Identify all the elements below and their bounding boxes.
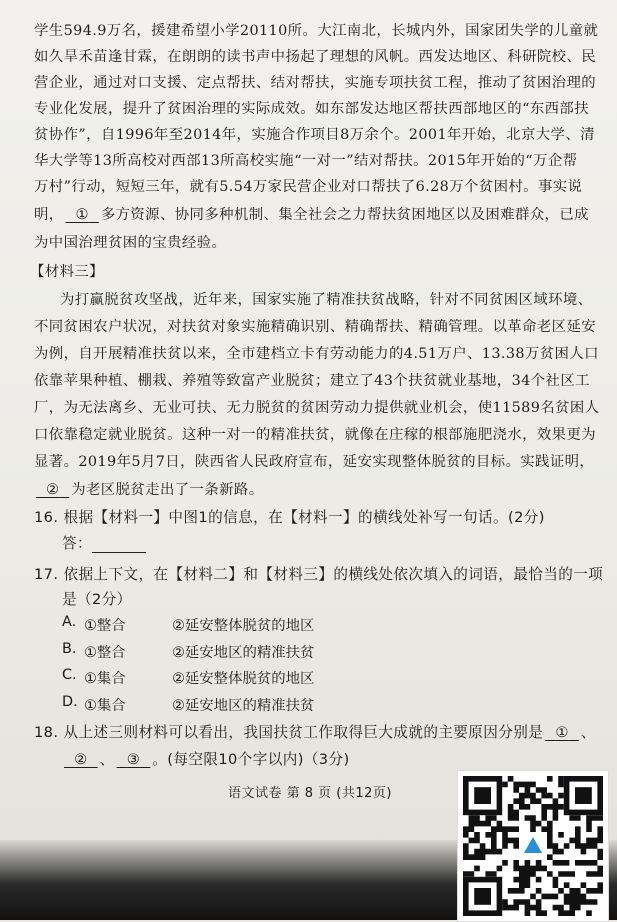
question-text: 根据【材料一】中图1的信息，在【材料一】的横线处补写一句话。(2分) <box>63 509 545 526</box>
question-number: 18. <box>34 724 59 741</box>
answer-blank <box>92 538 146 553</box>
text-fragment: 为老区脱贫走出了一条新路。 <box>71 482 264 498</box>
text-line: 口依靠稳定就业脱贫。这种一对一的精准扶贫，就像在庄稼的根部施肥浇水，效果更为 <box>34 427 597 443</box>
option-c-word1: ①集合 <box>84 671 126 687</box>
blank-q18-2: ② <box>74 751 88 768</box>
question-18-cont: ② 、 ③ 。(每空限10个字以内)（3分) <box>62 751 350 769</box>
text-fragment: 多方资源、协同多种机制、集全社会之力帮扶贫困地区以及困难群众，已成 <box>100 207 589 223</box>
answer-line <box>62 535 146 553</box>
qr-code-graphic <box>458 771 608 921</box>
qr-code-icon <box>457 770 609 922</box>
option-b-word1: ①整合 <box>84 645 126 661</box>
option-a-word2: ②延安整体脱贫的地区 <box>172 618 315 634</box>
question-text: 依据上下文，在【材料二】和【材料三】的横线处依次填入的词语，最恰当的一项 <box>63 566 604 583</box>
text-line: 为例，自开展精准扶贫以来，全市建档立卡有劳动能力的4.51万户、13.38万贫困人口 <box>34 346 599 362</box>
text-line: 显著。2019年5月7日，陕西省人民政府宣布，延安实现整体脱贫的目标。实践证明， <box>34 454 595 470</box>
material3-heading: 【材料三】 <box>30 264 104 280</box>
text-line: 为打赢脱贫攻坚战，近年来，国家实施了精准扶贫战略，针对不同贫困区域环境、 <box>60 292 593 308</box>
question-text: 从上述三则材料可以看出，我国扶贫工作取得巨大成就的主要原因分别是 <box>63 724 544 741</box>
blank-1: ① <box>75 207 89 223</box>
text-fragment: 明， <box>34 207 64 223</box>
option-d-word2: ②延安地区的精准扶贫 <box>172 698 315 714</box>
text-line: 贫协作”，自1996年至2014年，实施合作项目8万余个。2001年开始，北京大学、清 <box>34 127 595 143</box>
option-c-word2: ②延安整体脱贫的地区 <box>172 671 315 687</box>
text-line: 为中国治理贫困的宝贵经验。 <box>34 235 227 251</box>
text-line: 专业化发展，提升了贫困治理的实际成效。如东部发达地区帮扶西部地区的“东西部扶 <box>34 101 590 117</box>
text-line: 学生594.9万名，援建希望小学20110所。大江南北，长城内外，国家团失学的儿童就 <box>34 23 599 39</box>
option-d-word1: ①集合 <box>84 698 126 714</box>
text-line: 不同贫困农户状况，对扶贫对象实施精确识别、精确帮扶、精确管理。以革命老区延安 <box>34 319 597 335</box>
question-18: 18. 从上述三则材料可以看出，我国扶贫工作取得巨大成就的主要原因分别是 ① 、 <box>34 724 596 741</box>
option-b-letter: B. <box>62 641 77 657</box>
text-line: 华大学等13所高校对西部13所高校实施“一对一”结对帮扶。2015年开始的“万企帮 <box>34 153 578 169</box>
text-line: 如久旱禾苗逢甘霖，在朗朗的读书声中扬起了理想的风帆。西发达地区、科研院校、民 <box>34 49 597 65</box>
option-b-word2: ②延安地区的精准扶贫 <box>172 645 315 661</box>
blank-q18-1: ① <box>555 724 569 741</box>
question-number: 17. <box>34 566 59 583</box>
text-line: 厂，为无法离乡、无业可扶、无力脱贫的贫困劳动力提供就业机会，使11589名贫困人 <box>34 400 600 416</box>
option-c-letter: C. <box>62 667 77 683</box>
question-number: 16. <box>34 509 59 526</box>
blank-q18-3: ③ <box>126 751 141 768</box>
question-text-cont: 是（2分） <box>62 591 132 608</box>
text-line-with-blank <box>34 481 264 499</box>
question-17 <box>34 566 603 584</box>
option-d-letter: D. <box>62 694 78 710</box>
text-line: 依靠苹果种植、棚栽、养殖等致富产业脱贫；建立了43个扶贫就业基地，34个社区工 <box>34 373 590 389</box>
blank-2: ② <box>45 482 60 498</box>
option-a-word1: ①整合 <box>84 618 126 634</box>
text-line-with-blank <box>34 206 589 224</box>
text-line: 营企业，通过对口支援、定点帮扶、结对帮扶，实施专项扶贫工程，推动了贫困治理的 <box>34 75 597 91</box>
question-16 <box>34 509 545 527</box>
option-a-letter: A. <box>62 614 77 630</box>
page-footer: 语文试卷 第 8 页 (共12页) <box>228 786 392 801</box>
answer-label: 答： <box>62 535 92 552</box>
text-line: 万村”行动，短短三年，就有5.54万家民营企业对口帮扶了6.28万个贫困村。事实说 <box>34 179 583 195</box>
